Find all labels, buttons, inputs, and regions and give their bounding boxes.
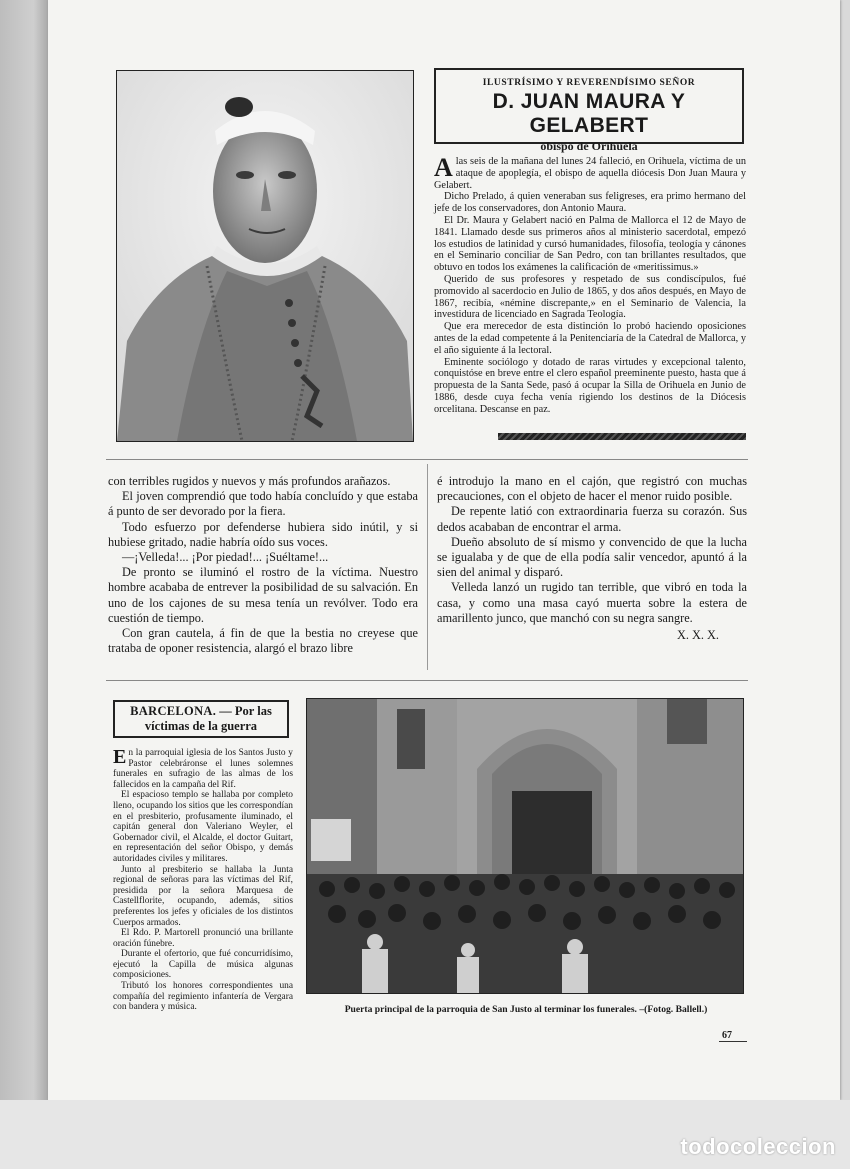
bishop-name: D. JUAN MAURA Y GELABERT [492, 90, 686, 137]
obituary-paragraph: Querido de sus profesores y respetado de sus condiscípulos, fué promovido al sacerdocio en Julio de 1865, y dos años después, en Mayo de 1867, recibía, «némine discrepante,» en el Seminario de Valencia, la investidura de licenciado en Sagrada Teología. [434, 273, 746, 321]
column-divider [427, 464, 428, 670]
bishop-subtitle: obispo de Orihuela [540, 139, 638, 153]
obituary-paragraph: Dicho Prelado, á quien veneraban sus feligreses, era primo hermano del jefe de los conservadores, don Antonio Maura. [434, 191, 746, 215]
obituary-paragraph: Eminente sociólogo y dotado de raras virtudes y excepcional talento, conquistóse en breve entre el clero español preeminente puesto, hasta que á propuesta de la Santa Sede, pasó á ocupar la Silla de Orihuela en Junio de 1886, desde cuya fecha venía rigiendo los destinos de la Diócesis orcelitana. Descanse en paz. [434, 356, 746, 415]
headline-city: BARCELONA. [130, 704, 217, 718]
story-paragraph: Velleda lanzó un rugido tan terrible, que vibró en toda la casa, y como una masa cayó muerta sobre la estera de amarillento junco, que manchó con su negra sangre. [437, 580, 747, 625]
barcelona-article [113, 748, 293, 1013]
obituary-paragraph: Alas seis de la mañana del lunes 24 falleció, en Orihuela, víctima de un ataque de apoplegía, el obispo de aquella diócesis Don Juan Maura y Gelabert. [434, 153, 746, 191]
section-divider [106, 680, 748, 681]
story-paragraph: De repente latió con extraordinaria fuerza su corazón. Sus dedos acababan de encontrar el arma. [437, 504, 747, 534]
drop-cap: A [434, 153, 453, 182]
title-kicker: ILUSTRÍSIMO Y REVERENDÍSIMO SEÑOR [482, 78, 696, 88]
obituary-text [434, 153, 746, 416]
article-paragraph: El Rdo. P. Martorell pronunció una brillante oración fúnebre. [113, 928, 293, 949]
story-signature: X. X. X. [676, 628, 719, 643]
story-paragraph: De pronto se iluminó el rostro de la víctima. Nuestro hombre acababa de entrever la posibilidad de su salvación. En uno de los cajones de su mesa tenía un revólver. Todo era cuestión de tiempo. [108, 565, 418, 625]
photo-caption: Puerta principal de la parroquia de San Justo al terminar los funerales. –(Fotog. Ballell.) [344, 1004, 708, 1015]
bishop-portrait [116, 70, 414, 442]
obituary-paragraph: Que era merecedor de esta distinción lo probó haciendo oposiciones antes de la edad competente á la Penitenciaría de la Catedral de Mallorca, y el año siguiente á la lectoral. [434, 321, 746, 356]
story-paragraph: El joven comprendió que todo había concluído y que estaba á punto de ser devorado por la fiera. [108, 489, 418, 519]
story-paragraph: con terribles rugidos y nuevos y más profundos arañazos. [108, 474, 391, 488]
story-paragraph: —¡Velleda!... ¡Por piedad!... ¡Suéltame!... [122, 550, 329, 565]
obituary-paragraph: El Dr. Maura y Gelabert nació en Palma de Mallorca el 12 de Mayo de 1841. Llamado desde sus primeros años al ministerio sacerdotal, empezó los estudios de latinidad y cursó humanidades, filosofía, teología y cánones en el Seminario conciliar de San Pedro, con tan brillantes resultados, que obtuvo en todos los exámenes la calificación de «meritissimus.» [434, 214, 746, 274]
story-paragraph: Todo esfuerzo por defenderse hubiera sido inútil, y si hubiese gritado, nadie habría oído sus voces. [108, 519, 418, 549]
story-left-column [108, 474, 418, 656]
watermark-logo: todocoleccion [680, 1134, 836, 1159]
article-paragraph: En la parroquial iglesia de los Santos Justo y Pastor celebráronse el lunes solemnes funerales en sufragio de las almas de los fallecidos en la campaña del Rif. [113, 746, 293, 790]
photo-credit: –(Fotog. Ballell.) [639, 1004, 708, 1015]
story-paragraph: é introdujo la mano en el cajón, que registró con muchas precauciones, con el objeto de hacer el menor ruido posible. [437, 474, 747, 504]
article-paragraph: Tributó los honores correspondientes una compañía del regimiento infantería de Vergara con bandera y música. [113, 981, 293, 1013]
article-paragraph: Durante el ofertorio, que fué concurridísimo, ejecutó la Capilla de música algunas composiciones. [113, 949, 293, 981]
portrait-image [117, 71, 413, 441]
page-number-rule [719, 1041, 747, 1042]
church-photo [306, 698, 744, 994]
decorative-rule [498, 433, 746, 440]
book-gutter [0, 0, 48, 1100]
obituary-title-box [434, 68, 744, 153]
story-right-column [437, 474, 747, 643]
section-divider [106, 459, 748, 460]
barcelona-headline-box [113, 700, 289, 738]
headline-rest: Por las [234, 704, 272, 718]
headline-line-2: víctimas de la guerra [144, 719, 258, 733]
page-number: 67 [722, 1030, 732, 1041]
article-paragraph: El espacioso templo se hallaba por completo lleno, ocupando los sitios que les correspondían en el presbiterio, profusamente iluminado, el capitán general don Valeriano Weyler, el Gobernador civil, el Alcalde, el doctor Guitart, en representación del señor Obispo, y demás autoridades civiles y militares. [113, 790, 293, 864]
headline-line-1: BARCELONA. — Por las [130, 704, 272, 718]
church-photo-image [307, 699, 743, 993]
drop-cap: E [113, 746, 127, 768]
article-paragraph: Junto al presbiterio se hallaba la Junta regional de señoras para las víctimas del Rif, presidida por la señora Marquesa de Castellflorite, ocupando, además, sitios preferentes los jefes y oficiales de los distintos Cuerpos armados. [113, 864, 293, 928]
story-paragraph: Con gran cautela, á fin de que la bestia no creyese que trataba de oponer resistencia, alargó el brazo libre [108, 626, 418, 656]
story-paragraph: Dueño absoluto de sí mismo y convencido de que la lucha se igualaba y de que de ella podía salir vencedor, apuntó á la sien del animal y disparó. [437, 534, 747, 580]
